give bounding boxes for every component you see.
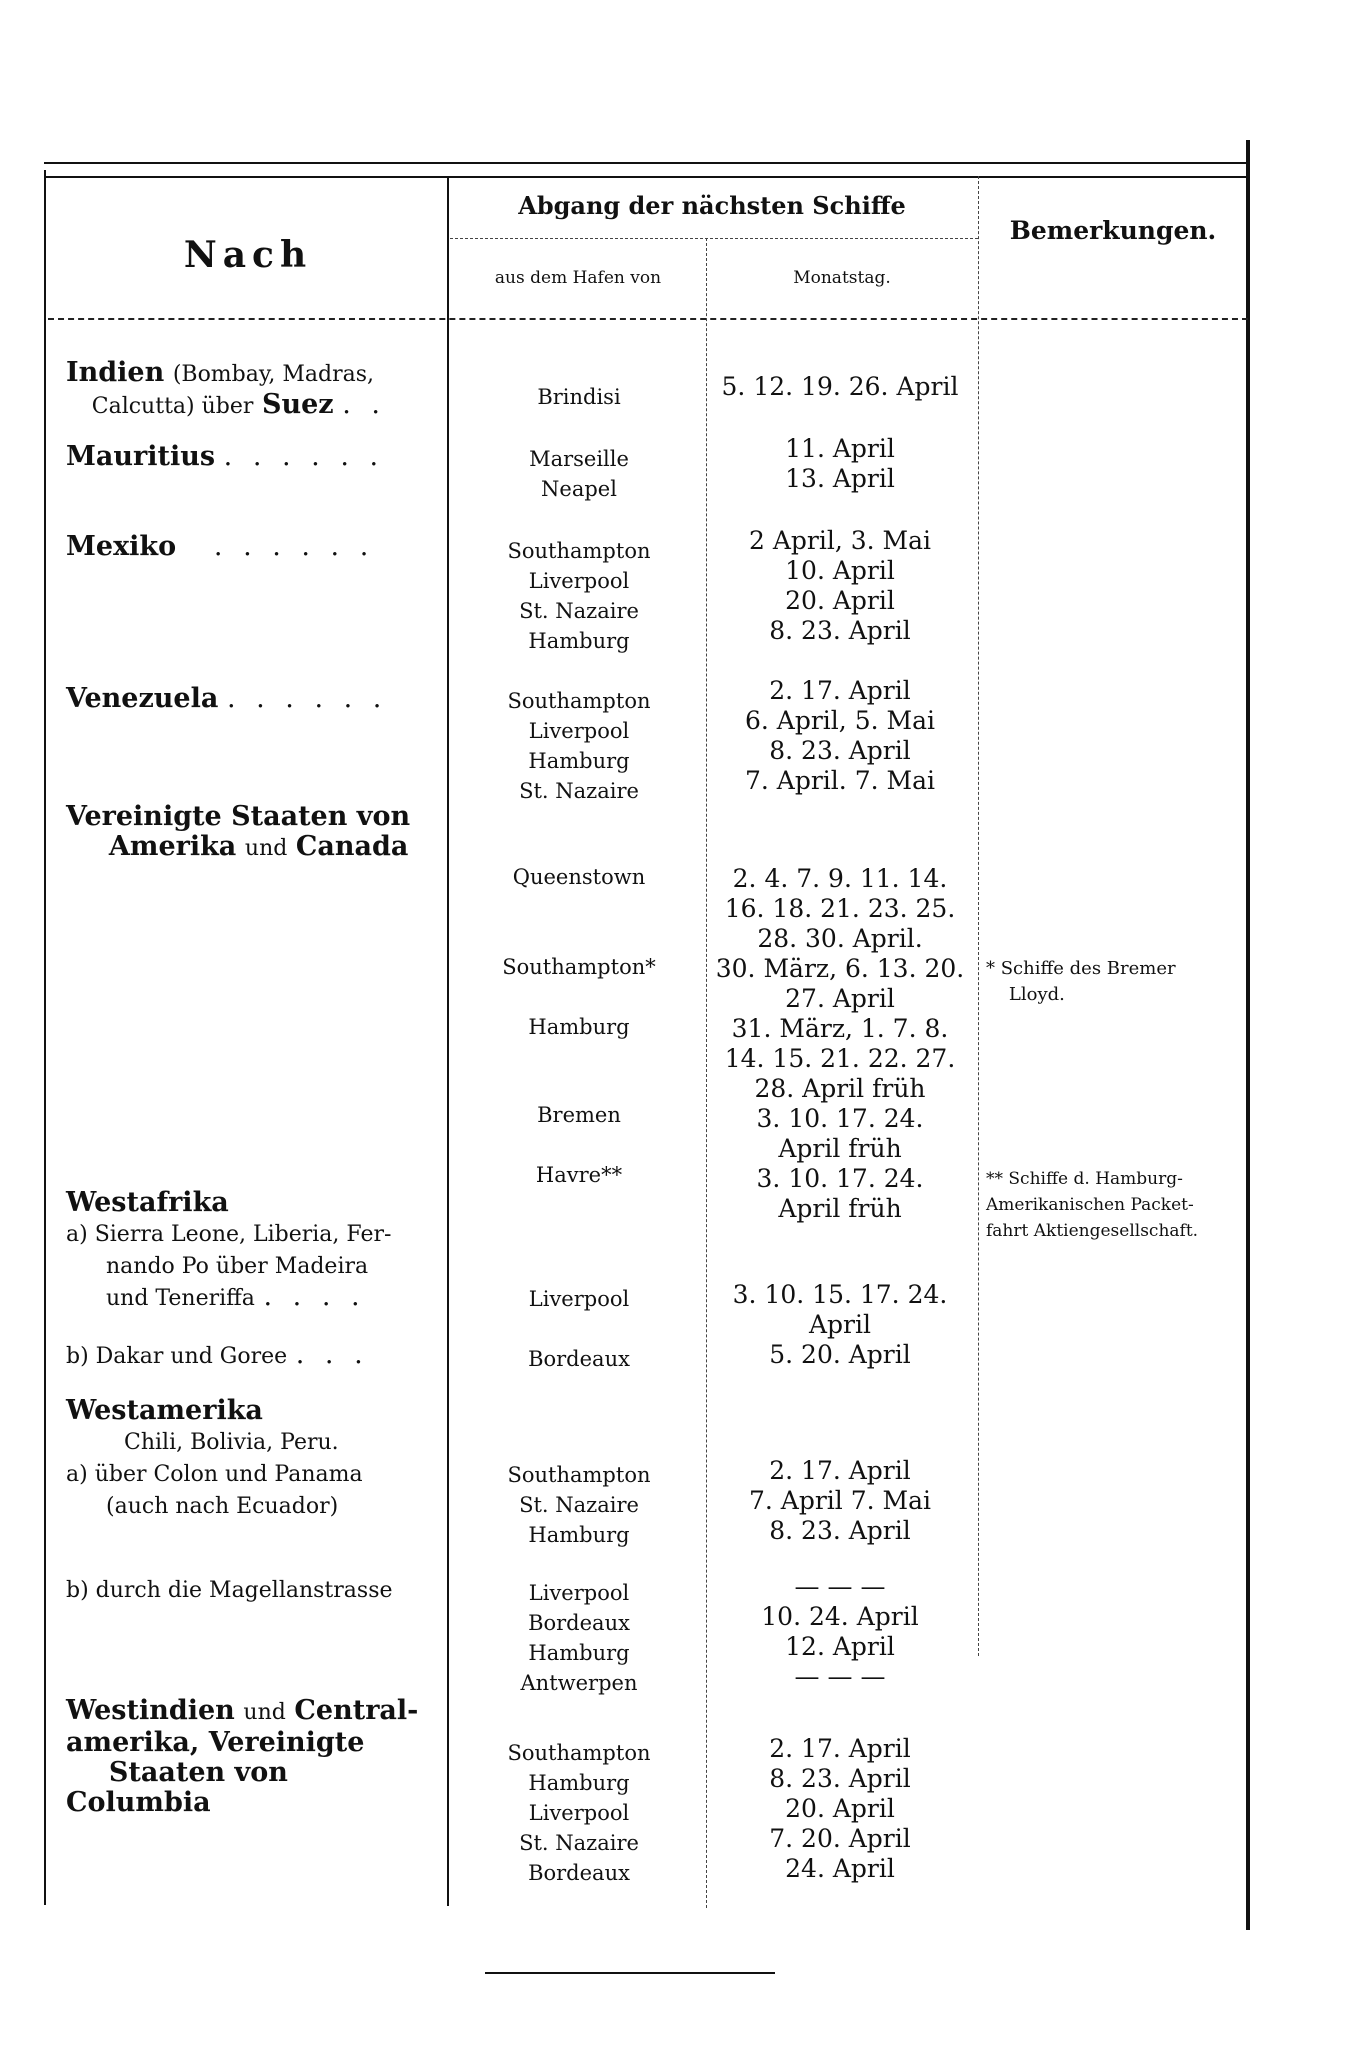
port: Liverpool (528, 569, 630, 593)
dest-venezuela: Venezuela . . . . . . (66, 683, 388, 714)
port: Neapel (541, 477, 617, 501)
date: 8. 23. April (769, 616, 911, 645)
dest-indien: Indien (Bombay, Madras, Calcutta) über Suez . . (66, 357, 386, 420)
date-indien: 5. 12. 19. 26. April (721, 372, 959, 401)
dest-und: und (244, 836, 288, 861)
note-line: fahrt Aktiengesellschaft. (986, 1221, 1199, 1241)
date: 13. April (785, 464, 895, 493)
dest-title3: Staaten von Columbia (66, 1757, 288, 1818)
date: 3. 10. 15. 17. 24. (732, 1280, 948, 1309)
date: 27. April (785, 984, 895, 1013)
port: Bremen (537, 1103, 621, 1127)
dest-line: nando Po über Madeira (106, 1254, 369, 1279)
port: Hamburg (528, 1015, 630, 1039)
date: 14. 15. 21. 22. 27. (724, 1044, 956, 1073)
header-nach: Nach (183, 234, 313, 276)
dest-mauritius: Mauritius . . . . . . (66, 441, 385, 472)
header-hafen: aus dem Hafen von (494, 268, 662, 288)
date: 8. 23. April (769, 1764, 911, 1793)
dest-title2a: Amerika (108, 831, 237, 862)
dest-title: Westamerika (66, 1395, 263, 1426)
note-line: Lloyd. (1008, 984, 1065, 1005)
port: Liverpool (528, 1581, 630, 1605)
port: Bordeaux (528, 1611, 630, 1635)
port: Bordeaux (528, 1861, 630, 1885)
dest-title: Venezuela (66, 683, 219, 714)
date: April früh (778, 1134, 902, 1163)
dest-und: und (243, 1700, 286, 1725)
note-line: * Schiffe des Bremer (986, 958, 1176, 979)
date: 7. April 7. Mai (748, 1486, 932, 1515)
dest-paren: (Bombay, Madras, (172, 362, 375, 387)
port: Liverpool (528, 719, 630, 743)
dest-line: a) Sierra Leone, Liberia, Fer- (66, 1222, 392, 1247)
port: Queenstown (512, 865, 646, 889)
date: 2 April, 3. Mai (748, 526, 932, 555)
header-bottom-rule (48, 318, 1248, 320)
dest-line: (auch nach Ecuador) (106, 1494, 339, 1519)
port: Marseille (529, 447, 629, 471)
date: 20. April (785, 586, 895, 615)
dest-title: Indien (66, 357, 165, 388)
date: 8. 23. April (769, 736, 911, 765)
date: 24. April (785, 1854, 895, 1883)
table-top-rule (44, 176, 1250, 178)
date: 2. 17. April (769, 1734, 911, 1763)
port-brindisi: Brindisi (537, 385, 621, 409)
dest-title2: amerika, Vereinigte (66, 1727, 365, 1758)
dest-line: b) durch die Magellanstrasse (66, 1578, 393, 1603)
port: St. Nazaire (519, 599, 639, 623)
date: 31. März, 1. 7. 8. (731, 1014, 949, 1043)
table-left-border (44, 170, 46, 1905)
port: Southampton (507, 1741, 651, 1765)
date: 20. April (785, 1794, 895, 1823)
dest-title: Mexiko (66, 531, 177, 562)
header-bemerkungen: Bemerkungen. (1009, 215, 1217, 245)
port: Antwerpen (520, 1671, 638, 1695)
port: St. Nazaire (519, 1493, 639, 1517)
table-right-border (1246, 140, 1250, 1930)
note-hapag (986, 1166, 1236, 1244)
date: 7. April. 7. Mai (745, 766, 935, 795)
dest-title1a: Westindien (66, 1695, 235, 1726)
table-top-border (44, 162, 1250, 164)
date: 2. 17. April (769, 676, 911, 705)
note-line: Amerikanischen Packet- (986, 1195, 1194, 1215)
date: 16. 18. 21. 23. 25. (724, 894, 956, 923)
port: Hamburg (528, 1641, 630, 1665)
date: 30. März, 6. 13. 20. (715, 954, 965, 983)
date: 10. April (785, 556, 895, 585)
date: 28. April früh (754, 1074, 926, 1103)
note-line: ** Schiffe d. Hamburg- (986, 1169, 1183, 1189)
port: Liverpool (528, 1287, 630, 1311)
date: 11. April (785, 434, 895, 463)
date: 10. 24. April (761, 1602, 919, 1631)
header-abgang: Abgang der nächsten Schiffe (518, 190, 906, 220)
dest-title: Westafrika (66, 1187, 229, 1218)
dest-westindien (66, 1696, 438, 1818)
date: 12. April (785, 1632, 895, 1661)
date: 2. 17. April (769, 1456, 911, 1485)
port: Liverpool (528, 1801, 630, 1825)
dest-line: und Teneriffa (106, 1286, 255, 1311)
dest-usa (66, 802, 438, 864)
date: 28. 30. April. (757, 924, 923, 953)
port: Bordeaux (528, 1347, 630, 1371)
date: April (809, 1310, 871, 1339)
port: St. Nazaire (519, 1831, 639, 1855)
date: 3. 10. 17. 24. (756, 1164, 924, 1193)
date: 6. April, 5. Mai (745, 706, 935, 735)
column-divider-3 (978, 176, 979, 1656)
port: Hamburg (528, 749, 630, 773)
port: Hamburg (528, 1523, 630, 1547)
dest-westamerika (66, 1396, 438, 1522)
dest-suez: Suez (261, 389, 334, 420)
port: Hamburg (528, 1771, 630, 1795)
port: Southampton (507, 1463, 651, 1487)
header-monatstag: Monatstag. (793, 268, 891, 288)
port: St. Nazaire (519, 779, 639, 803)
port: Southampton (507, 539, 651, 563)
note-bremer-lloyd (986, 956, 1236, 1008)
dest-dakar: b) Dakar und Goree . . . (66, 1339, 369, 1370)
port: Havre** (535, 1163, 623, 1187)
dest-title1b: Central- (294, 1695, 419, 1726)
dest-title1: Vereinigte Staaten von (66, 801, 411, 832)
port: Hamburg (528, 629, 630, 653)
date: — — — (794, 1662, 886, 1691)
dest-line2: Calcutta) über (91, 394, 254, 419)
date: — — — (794, 1572, 886, 1601)
column-divider-1 (447, 176, 449, 1906)
header-subdivider (450, 238, 978, 239)
date: April früh (778, 1194, 902, 1223)
dest-magellan (66, 1574, 438, 1606)
dest-line: b) Dakar und Goree (66, 1344, 288, 1369)
date: 7. 20. April (769, 1824, 911, 1853)
date: 5. 20. April (769, 1340, 911, 1369)
date: 2. 4. 7. 9. 11. 14. (732, 864, 948, 893)
port: Southampton* (502, 955, 656, 979)
port: Southampton (507, 689, 651, 713)
dest-mexiko: Mexiko . . . . . . (66, 531, 375, 562)
dest-line: Chili, Bolivia, Peru. (124, 1430, 339, 1455)
dest-title2b: Canada (295, 831, 409, 862)
date: 8. 23. April (769, 1516, 911, 1545)
dest-line: a) über Colon und Panama (66, 1462, 363, 1487)
bottom-rule (485, 1972, 775, 1974)
dest-westafrika: Westafrika a) Sierra Leone, Liberia, Fer- nando Po über Madeira und Teneriffa . . . . (66, 1187, 392, 1312)
date: 3. 10. 17. 24. (756, 1104, 924, 1133)
dest-title: Mauritius (66, 441, 216, 472)
